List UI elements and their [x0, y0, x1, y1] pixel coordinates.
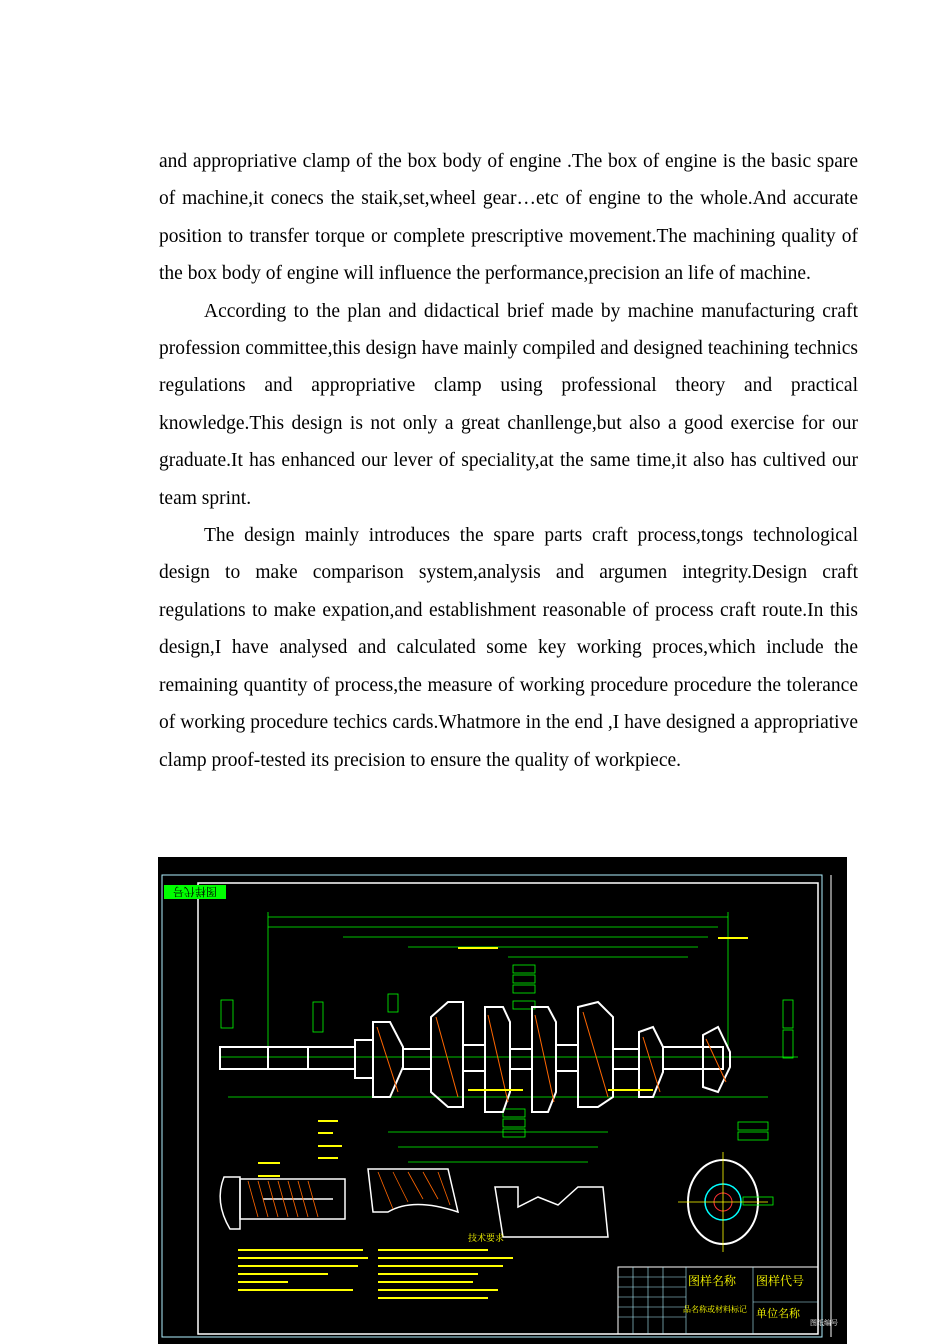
end-view: [678, 1152, 773, 1252]
title-block-code: 图样代号: [756, 1274, 805, 1288]
title-block-name: 图样名称: [688, 1274, 737, 1288]
paragraph-2: According to the plan and didactical brief made by machine manufacturing craft profession committee,this design have mainly compiled and designed teachining technics regulations and appropriative clamp using professional theory and practical knowledge.This design is not only a great chanllenge,but also a good exercise for our graduate.It has enhanced our lever of speciality,at the same time,it also has cultived our team sprint.: [159, 300, 858, 509]
technical-requirements: [238, 1232, 513, 1299]
tech-req-title: 技术要求: [468, 1234, 505, 1244]
corner-label: 图纸编号: [810, 1319, 838, 1327]
crankshaft-drawing: [158, 857, 847, 1344]
outer-frame: [162, 875, 822, 1337]
tolerance-boxes-left: [221, 965, 793, 1140]
cad-drawing: [158, 857, 847, 1344]
title-block-sub: 品名称或材料标记: [683, 1305, 747, 1314]
section-views: [220, 1169, 608, 1237]
stamp-box: [164, 885, 226, 899]
title-block-company: 单位名称: [756, 1307, 800, 1320]
paragraph-3: The design mainly introduces the spare parts craft process,tongs technological design to make comparison system,analysis and argumen integrity.Design craft regulations to make expation,and establishment reasonable of process craft route.In this design,I have analysed and calculated some key working proces,which include the remaining quantity of process,the measure of working procedure procedure the tolerance of working procedure techics cards.Whatmore in the end ,I have designed a appropriative clamp proof-tested its precision to ensure the quality of workpiece.: [159, 525, 858, 771]
paragraph-1: and appropriative clamp of the box body of engine .The box of engine is the basic spare of machine,it conecs the staik,set,wheel gear…etc of engine to the whole.And accurate position to transfer torque or complete prescriptive movement.The machining quality of the box body of engine will influence the performance,precision an life of machine.: [159, 151, 858, 285]
stamp-label: 图样代号: [173, 885, 217, 898]
body-text: [159, 143, 858, 779]
title-block: [618, 1267, 838, 1334]
